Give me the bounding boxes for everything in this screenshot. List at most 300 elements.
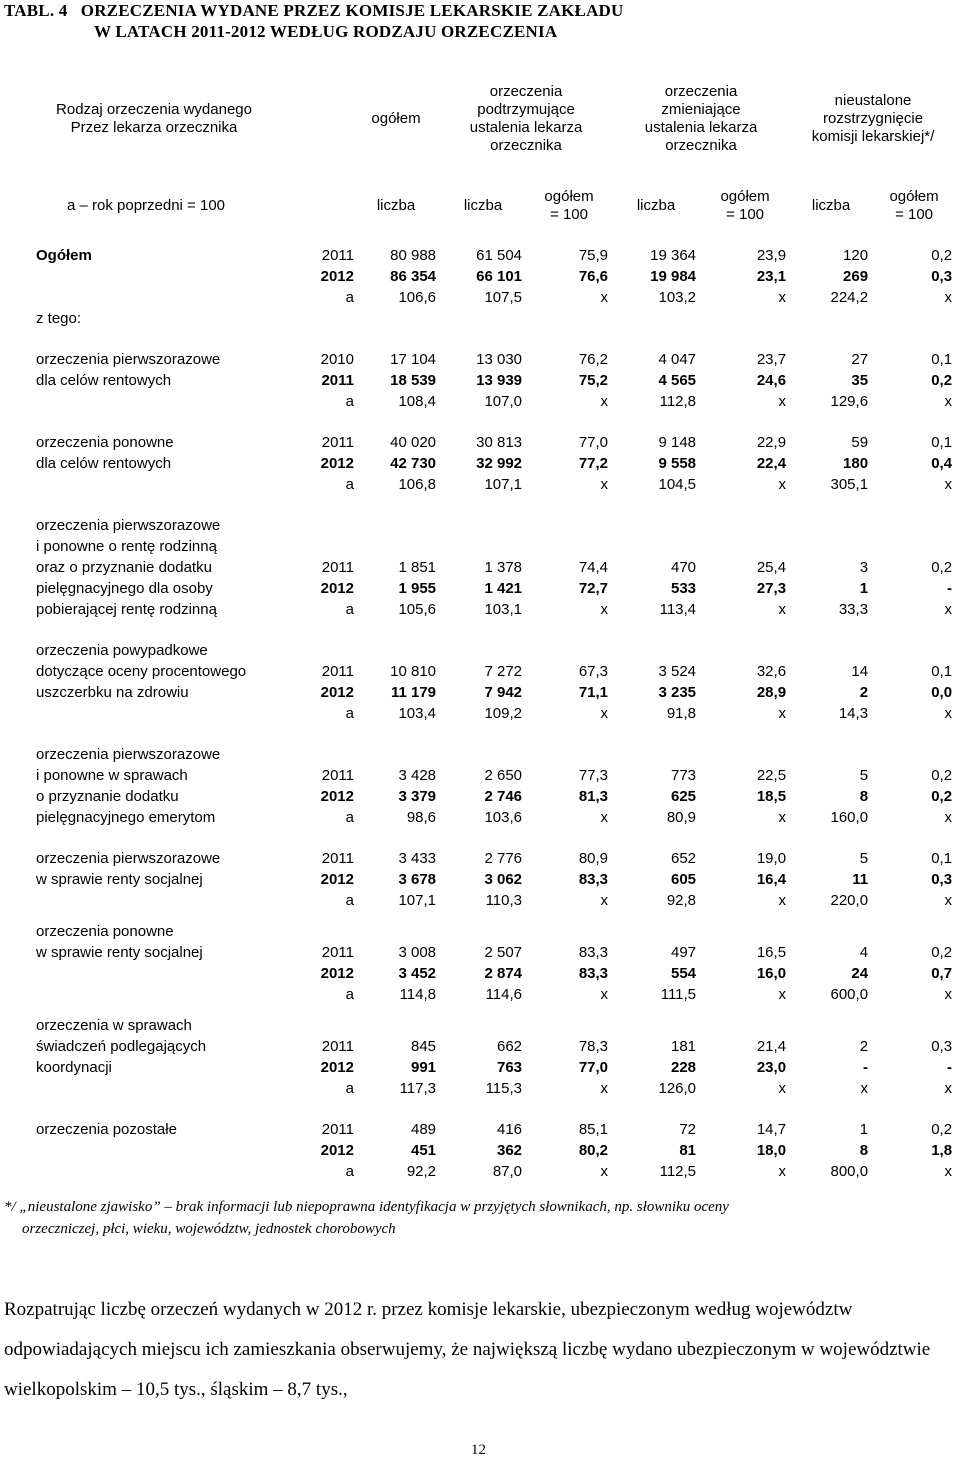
table-cell: x [944,892,953,909]
table-cell: 0,1 [931,351,953,368]
table-cell: x [778,601,787,618]
table-cell: 0,2 [931,944,953,961]
row-year: 2011 [321,247,354,264]
table-cell: 76,6 [578,268,609,285]
row-year: a [345,1080,354,1097]
table-cell: 21,4 [756,1038,787,1055]
table-cell: 77,2 [578,455,609,472]
table-cell: 120 [843,247,869,264]
table-cell: 83,3 [578,944,609,961]
row-year: 2012 [320,580,354,597]
table-cell: 71,1 [578,684,609,701]
header-changed-pct: ogółem = 100 [720,188,770,223]
table-cell: x [778,1163,787,1180]
table-cell: 9 558 [658,455,697,472]
table-cell: 106,8 [398,476,437,493]
table-cell: 554 [671,965,697,982]
row-label: orzeczenia pozostałe [36,1121,177,1138]
table-cell: 108,4 [398,393,437,410]
table-cell: 103,6 [484,809,523,826]
table-cell [612,921,700,942]
table-cell: x [600,892,609,909]
row-label: orzeczenia pierwszorazowe [36,351,221,368]
table-cell: 662 [496,1038,523,1055]
table-cell: 2 650 [484,767,523,784]
table-cell: x [778,393,787,410]
table-cell: x [944,986,953,1003]
row-label: orzeczenia ponowne [36,923,174,940]
table-row [0,1015,956,1036]
table-cell: 0,3 [931,268,953,285]
row-year: 2012 [320,268,354,285]
header-total-count: liczba [376,197,416,214]
table-cell: - [863,1059,869,1076]
table-cell: x [778,705,787,722]
body-paragraph: Rozpatrując liczbę orzeczeń wydanych w 2012 r. przez komisje lekarskie, ubezpieczonym według województw odpowiadających miejscu ich zamieszkania obserwujemy, że największą liczbę wydano ubezpieczonym w województwie wielkopolskim – 10,5 tys., śląskim – 8,7 tys., [4,1299,931,1400]
row-label: z tego: [36,310,82,327]
table-cell: 13 939 [476,372,523,389]
row-label: orzeczenia pierwszorazowe [36,517,221,534]
table-cell: 22,5 [756,767,787,784]
table-cell: 362 [496,1142,523,1159]
table-cell: 83,3 [578,871,609,888]
header-undetermined: nieustalone rozstrzygnięcie komisji lekarskiej*/ [811,91,935,145]
table-row [0,578,956,599]
table-cell [440,536,526,557]
table-cell: 78,3 [578,1038,609,1055]
table-cell: 1 851 [398,559,437,576]
table-cell: 0,1 [931,434,953,451]
table-cell: 17 104 [390,351,437,368]
table-cell [358,744,440,765]
table-cell: 114,6 [485,986,523,1003]
table-cell: x [944,809,953,826]
table-cell: 10 810 [390,663,437,680]
table-cell [440,640,526,661]
table-cell [790,536,872,557]
table-cell: 0,2 [931,1121,953,1138]
table-cell: 27 [851,351,869,368]
table-cell [612,744,700,765]
table-cell: 40 020 [390,434,437,451]
table-cell [526,1015,612,1036]
table-cell: 103,2 [658,289,697,306]
row-label [0,474,312,495]
table-cell: 2 746 [484,788,523,805]
row-year [312,744,358,765]
table-cell: - [947,1059,953,1076]
row-label: orzeczenia ponowne [36,434,174,451]
row-year: 2011 [321,1121,354,1138]
table-cell: 0,4 [931,455,953,472]
table-cell [872,921,956,942]
row-label: pobierającej rentę rodzinną [36,601,217,618]
spacer-row [0,911,956,921]
table-title [4,0,624,42]
table-row [0,1140,956,1161]
table-row [0,557,956,578]
table-cell: 5 [859,767,869,784]
table-row [0,765,956,786]
table-cell: 76,2 [578,351,609,368]
table-cell [526,921,612,942]
spacer-row [0,1005,956,1015]
table-cell: x [600,809,609,826]
table-cell: 451 [410,1142,437,1159]
table-cell: 126,0 [658,1080,697,1097]
table-cell: 28,9 [756,684,787,701]
row-label: świadczeń podlegających [36,1038,207,1055]
row-label: orzeczenia w sprawach [36,1017,192,1034]
table-cell: 112,8 [659,393,697,410]
row-year: 2012 [320,965,354,982]
table-cell: x [944,289,953,306]
table-cell: 0,2 [931,788,953,805]
table-cell: 81,3 [578,788,609,805]
table-cell: 105,6 [398,601,437,618]
table-cell: 22,4 [756,455,787,472]
page-number: 12 [471,1442,486,1458]
footnote-line2: orzeczniczej, płci, wieku, województw, jednostek chorobowych [22,1221,396,1237]
row-year: 2011 [321,663,354,680]
table-cell: 11 179 [390,684,437,701]
table-cell: 85,1 [578,1121,609,1138]
table-cell: 14 [851,663,869,680]
table-cell: 1 [859,580,869,597]
table-cell: 4 047 [658,351,697,368]
row-year: a [345,1163,354,1180]
table-cell: 0,1 [931,850,953,867]
table-cell [358,515,440,536]
table-row [0,661,956,682]
row-year: a [345,892,354,909]
row-label [0,266,312,287]
table-cell: x [600,476,609,493]
table-row [0,349,956,370]
table-cell: 800,0 [830,1163,869,1180]
row-year: a [345,476,354,493]
table-row [0,869,956,890]
table-cell: 72,7 [578,580,609,597]
table-cell: x [944,601,953,618]
row-year: 2011 [321,767,354,784]
table-cell: 107,1 [484,476,523,493]
table-cell: 3 428 [398,767,437,784]
row-year: a [345,289,354,306]
table-cell: 11 [852,871,869,888]
table-cell: 305,1 [830,476,869,493]
table-row [0,703,956,724]
spacer-row [0,620,956,640]
table-cell [358,640,440,661]
table-cell [612,640,700,661]
table-cell: 224,2 [830,289,869,306]
table-cell: 106,6 [398,289,437,306]
table-cell [526,640,612,661]
table-cell: - [947,580,953,597]
table-row [0,453,956,474]
header-upheld-pct: ogółem = 100 [544,188,594,223]
row-label [0,287,312,308]
table-cell: 91,8 [666,705,697,722]
table-cell: x [600,393,609,410]
table-cell: 0,2 [931,247,953,264]
table-cell: 74,4 [578,559,609,576]
table-cell: 3 452 [398,965,437,982]
table-cell: 160,0 [830,809,869,826]
table-cell: x [778,289,787,306]
table-cell [526,744,612,765]
footnote [4,1196,954,1240]
table-cell: 9 148 [658,434,697,451]
table-cell [790,515,872,536]
table-cell: 83,3 [578,965,609,982]
table-cell: 3 524 [658,663,697,680]
row-label: uszczerbku na zdrowiu [36,684,189,701]
table-cell: 228 [671,1059,697,1076]
table-row [0,515,956,536]
table-cell: 19,0 [756,850,787,867]
row-year: 2012 [320,455,354,472]
table-cell: 18 539 [390,372,437,389]
row-label [0,1161,312,1182]
table-cell: 86 354 [390,268,437,285]
row-year: 2011 [321,1038,354,1055]
row-year [312,308,358,329]
table-cell: 3 433 [398,850,437,867]
table-cell [358,308,440,329]
table-cell: 2 [859,1038,869,1055]
table-row [0,963,956,984]
table-cell: 61 504 [476,247,523,264]
row-label: w sprawie renty socjalnej [36,871,203,888]
table-row [0,848,956,869]
table-row [0,1078,956,1099]
table-cell: x [778,809,787,826]
header-previous-year: a – rok poprzedni = 100 [66,197,226,214]
table-cell: 2 776 [484,850,523,867]
row-year [312,1015,358,1036]
row-year [312,536,358,557]
row-label [0,984,312,1005]
table-row [0,536,956,557]
row-year: 2012 [320,684,354,701]
table-cell: 113,4 [659,601,697,618]
row-label [0,391,312,412]
spacer-row [0,237,956,245]
table-row [0,682,956,703]
table-cell: 5 [859,850,869,867]
table-cell: 77,3 [578,767,609,784]
table-row [0,308,956,329]
row-year: 2012 [320,1142,354,1159]
table-cell: 32 992 [476,455,523,472]
table-cell: 605 [671,871,697,888]
data-table [0,62,956,1182]
table-row [0,786,956,807]
table-cell [440,921,526,942]
table-cell: 23,7 [756,351,787,368]
table-cell: 107,1 [398,892,437,909]
spacer-row [0,329,956,349]
table-cell: 115,3 [485,1080,523,1097]
table-row [0,599,956,620]
table-cell: 1 955 [398,580,437,597]
table-cell: 0,2 [931,372,953,389]
table-cell: 80,9 [578,850,609,867]
row-label [0,963,312,984]
table-cell: 220,0 [830,892,869,909]
table-cell: x [600,986,609,1003]
table-cell: x [944,476,953,493]
table-body [0,237,956,1182]
header-undetermined-count: liczba [811,197,851,214]
table-cell: 32,6 [756,663,787,680]
table-cell: 77,0 [578,434,609,451]
table-row [0,432,956,453]
table-row [0,1119,956,1140]
table-cell: x [860,1080,869,1097]
table-cell: 7 272 [484,663,523,680]
table-cell [872,744,956,765]
table-cell [440,515,526,536]
table-cell: 13 030 [476,351,523,368]
row-label: w sprawie renty socjalnej [36,944,203,961]
table-row [0,984,956,1005]
table-cell: 92,2 [406,1163,437,1180]
header-upheld: orzeczenia podtrzymujące ustalenia lekarza orzecznika [469,82,583,154]
table-cell: 25,4 [756,559,787,576]
table-cell [700,536,790,557]
row-label [0,1140,312,1161]
table-cell: 845 [410,1038,437,1055]
table-cell: 92,8 [666,892,697,909]
table-cell: 416 [496,1121,523,1138]
row-label: pielęgnacyjnego dla osoby [36,580,213,597]
row-label: dla celów rentowych [36,372,172,389]
table-cell [700,1015,790,1036]
table-cell: 77,0 [578,1059,609,1076]
table-cell: 18,5 [756,788,787,805]
table-cell: x [778,1080,787,1097]
table-cell: 18,0 [756,1142,787,1159]
table-cell: 107,5 [484,289,523,306]
row-year: 2011 [321,434,354,451]
table-cell [612,515,700,536]
table-cell: 7 942 [484,684,523,701]
table-cell [358,536,440,557]
table-cell: x [944,1080,953,1097]
row-label: Ogółem [36,247,92,264]
row-year: 2012 [320,871,354,888]
table-cell: 489 [410,1121,437,1138]
row-label [0,1078,312,1099]
table-cell: 129,6 [830,393,869,410]
table-cell: 22,9 [756,434,787,451]
row-year: 2011 [321,559,354,576]
table-cell: 111,5 [660,986,697,1003]
table-cell [526,536,612,557]
row-year [312,640,358,661]
table-cell: 27,3 [756,580,787,597]
table-cell: 16,5 [756,944,787,961]
table-cell: x [600,705,609,722]
table-cell: 773 [671,767,697,784]
table-cell: 103,1 [484,601,523,618]
table-cell: 67,3 [578,663,609,680]
table-cell [358,1015,440,1036]
table-row [0,474,956,495]
table-cell: 98,6 [406,809,437,826]
table-cell: 4 [859,944,869,961]
table-cell [700,640,790,661]
table-cell: 2 507 [484,944,523,961]
table-cell: 72 [679,1121,697,1138]
table-cell: 991 [410,1059,437,1076]
table-row [0,807,956,828]
row-year: a [345,809,354,826]
table-cell: 75,9 [578,247,609,264]
row-year: 2012 [320,1059,354,1076]
row-year: 2012 [320,788,354,805]
table-cell: 80,2 [578,1142,609,1159]
table-row [0,640,956,661]
table-cell [790,744,872,765]
table-cell: 107,0 [484,393,523,410]
table-cell: 4 565 [658,372,697,389]
table-cell: 112,5 [659,1163,697,1180]
table-cell: 0,3 [931,1038,953,1055]
table-cell: 497 [671,944,697,961]
table-row [0,370,956,391]
table-cell [872,536,956,557]
table-cell [612,308,700,329]
table-cell [872,515,956,536]
header-changed: orzeczenia zmieniające ustalenia lekarza orzecznika [644,82,758,154]
table-cell: 652 [671,850,697,867]
table-cell: 30 813 [476,434,523,451]
table-row [0,391,956,412]
table-cell: 3 678 [398,871,437,888]
table-cell: 3 062 [484,871,523,888]
table-cell: 109,2 [484,705,523,722]
table-cell: 3 379 [398,788,437,805]
table-cell: 1,8 [931,1142,953,1159]
table-cell: 0,1 [931,663,953,680]
table-title-line1: TABL. 4 ORZECZENIA WYDANE PRZEZ KOMISJE LEKARSKIE ZAKŁADU [4,1,624,20]
table-cell: x [600,289,609,306]
table-row [0,287,956,308]
row-label: orzeczenia pierwszorazowe [36,746,221,763]
table-cell [872,1015,956,1036]
table-cell: 269 [843,268,869,285]
header-changed-count: liczba [636,197,676,214]
table-cell [790,1015,872,1036]
row-label: i ponowne w sprawach [36,767,188,784]
table-cell: 533 [671,580,697,597]
table-cell [790,640,872,661]
table-cell: 1 421 [484,580,523,597]
table-row [0,245,956,266]
row-year: a [345,601,354,618]
table-cell [440,744,526,765]
table-cell: 19 984 [650,268,697,285]
header-type: Rodzaj orzeczenia wydanego Przez lekarza orzecznika [56,100,252,136]
table-cell [700,308,790,329]
table-cell: 19 364 [650,247,697,264]
table-cell: 470 [671,559,697,576]
row-year: 2010 [320,351,354,368]
